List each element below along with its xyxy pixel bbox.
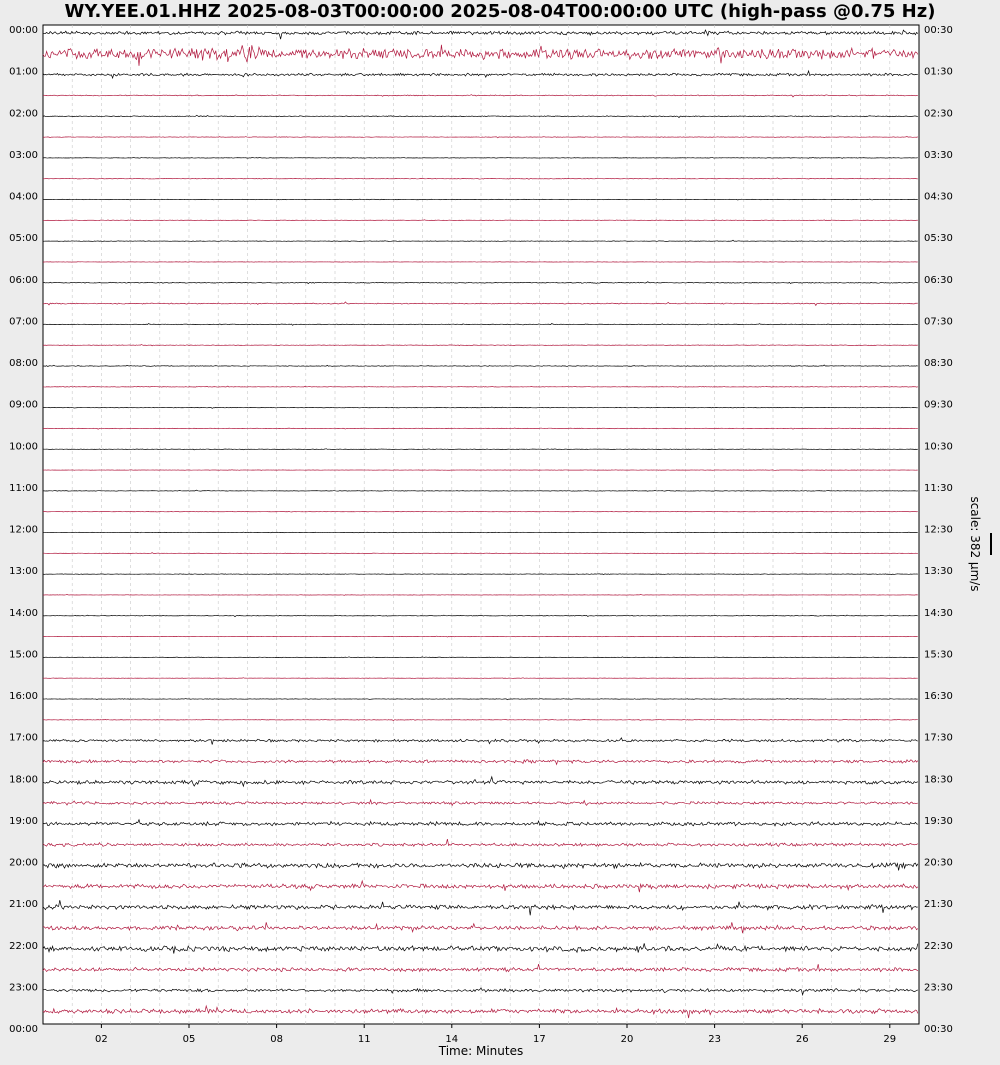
hour-label-left: 16:00 <box>9 691 38 702</box>
scale-label: scale: 382 μm/s <box>968 496 982 592</box>
hour-label-right: 15:30 <box>924 649 953 661</box>
hour-label-left: 04:00 <box>9 191 38 203</box>
hour-label-right: 19:30 <box>924 815 953 827</box>
hour-label-left: 09:00 <box>9 399 38 411</box>
hour-label-left: 14:00 <box>9 607 38 619</box>
hour-label-left: 18:00 <box>9 774 38 786</box>
hour-label-right: 14:30 <box>924 607 953 619</box>
x-tick-label: 20 <box>620 1034 634 1045</box>
hour-label-right: 07:30 <box>924 316 953 328</box>
hour-label-left: 08:00 <box>9 358 38 369</box>
hour-label-right: 11:30 <box>924 482 953 494</box>
hour-label-right: 00:30 <box>924 1024 953 1035</box>
hour-label-left: 22:00 <box>9 940 38 952</box>
x-tick-label: 05 <box>182 1034 196 1045</box>
hour-label-right: 12:30 <box>924 524 953 536</box>
hour-label-right: 23:30 <box>924 982 953 994</box>
hour-label-left: 06:00 <box>9 274 38 286</box>
x-tick-label: 14 <box>445 1034 459 1045</box>
x-tick-label: 17 <box>533 1034 546 1045</box>
hour-label-right: 18:30 <box>924 774 953 786</box>
hour-label-right: 22:30 <box>924 940 953 952</box>
hour-label-right: 09:30 <box>924 399 953 411</box>
hour-label-left: 15:00 <box>9 649 38 661</box>
hour-label-left: 19:00 <box>9 815 38 827</box>
hour-label-right: 13:30 <box>924 566 953 578</box>
hour-label-right: 02:30 <box>924 108 953 120</box>
x-tick-label: 26 <box>795 1034 809 1045</box>
hour-label-left: 03:00 <box>9 149 38 161</box>
hour-label-left: 05:00 <box>9 233 38 245</box>
hour-label-left: 21:00 <box>9 899 38 911</box>
x-tick-label: 23 <box>708 1034 721 1045</box>
hour-label-left: 23:00 <box>9 982 38 994</box>
hour-label-left: 12:00 <box>9 524 38 536</box>
hour-label-right: 06:30 <box>924 274 953 286</box>
hour-label-right: 00:30 <box>924 25 953 36</box>
hour-label-left: 20:00 <box>9 857 38 869</box>
chart-title: WY.YEE.01.HHZ 2025-08-03T00:00:00 2025-08-04T00:00:00 UTC (high-pass @0.75 Hz) <box>64 1 936 22</box>
hour-label-right: 05:30 <box>924 233 953 245</box>
hour-label-right: 03:30 <box>924 149 953 161</box>
hour-label-right: 16:30 <box>924 691 953 702</box>
hour-label-right: 10:30 <box>924 441 953 453</box>
hour-label-right: 01:30 <box>924 66 953 78</box>
hour-label-right: 20:30 <box>924 857 953 869</box>
x-tick-label: 08 <box>270 1034 283 1045</box>
hour-label-left: 17:00 <box>9 732 38 744</box>
hour-label-left: 01:00 <box>9 66 38 78</box>
hour-label-left: 11:00 <box>9 482 38 494</box>
hour-label-right: 21:30 <box>924 899 953 911</box>
x-tick-label: 29 <box>883 1034 897 1045</box>
hour-label-left: 10:00 <box>9 441 38 453</box>
x-axis-title: Time: Minutes <box>438 1044 524 1058</box>
hour-label-left: 00:00 <box>9 25 38 36</box>
x-tick-label: 02 <box>95 1034 108 1045</box>
hour-label-left: 07:00 <box>9 316 38 328</box>
x-tick-label: 11 <box>357 1034 371 1045</box>
hour-label-left: 02:00 <box>9 108 38 120</box>
hour-label-right: 04:30 <box>924 191 953 203</box>
hour-label-left: 00:00 <box>9 1024 38 1035</box>
hour-label-right: 17:30 <box>924 732 953 744</box>
hour-label-left: 13:00 <box>9 566 38 578</box>
hour-label-right: 08:30 <box>924 358 953 369</box>
